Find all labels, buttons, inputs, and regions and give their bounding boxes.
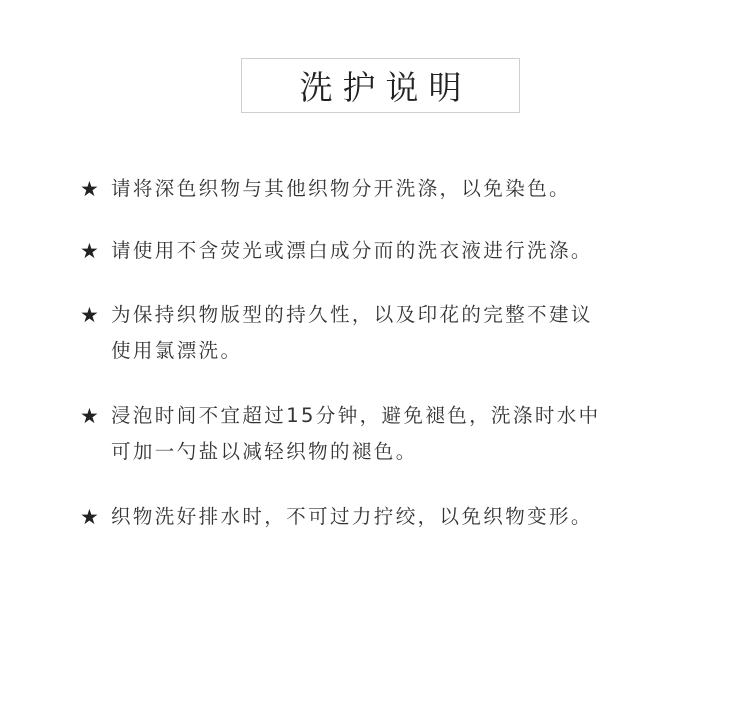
care-instruction-item — [80, 499, 680, 535]
care-instruction-item — [80, 233, 680, 269]
care-instruction-item — [80, 398, 680, 470]
instruction-line: 使用氯漂洗。 — [111, 339, 243, 362]
star-icon: ★ — [80, 404, 99, 428]
instruction-line: 可加一勺盐以减轻织物的褪色。 — [111, 440, 418, 463]
care-instruction-item — [80, 297, 680, 369]
care-instruction-text — [111, 499, 680, 535]
instruction-line: 请将深色织物与其他织物分开洗涤，以免染色。 — [111, 177, 571, 200]
star-icon: ★ — [80, 505, 99, 529]
star-icon: ★ — [80, 177, 99, 201]
care-instruction-text — [111, 398, 680, 470]
care-instruction-text — [111, 171, 680, 207]
instruction-line: 织物洗好排水时，不可过力拧绞，以免织物变形。 — [111, 505, 593, 528]
title-box — [241, 58, 520, 113]
page-title: 洗护说明 — [299, 68, 472, 107]
instruction-line: 请使用不含荧光或漂白成分而的洗衣液进行洗涤。 — [111, 239, 593, 262]
care-instruction-item — [80, 171, 680, 207]
care-instruction-text — [111, 297, 680, 369]
star-icon: ★ — [80, 303, 99, 327]
instruction-line: 浸泡时间不宜超过15分钟，避免褪色，洗涤时水中 — [111, 404, 601, 427]
instruction-line: 为保持织物版型的持久性，以及印花的完整不建议 — [111, 303, 593, 326]
star-icon: ★ — [80, 239, 99, 263]
care-instruction-text — [111, 233, 680, 269]
